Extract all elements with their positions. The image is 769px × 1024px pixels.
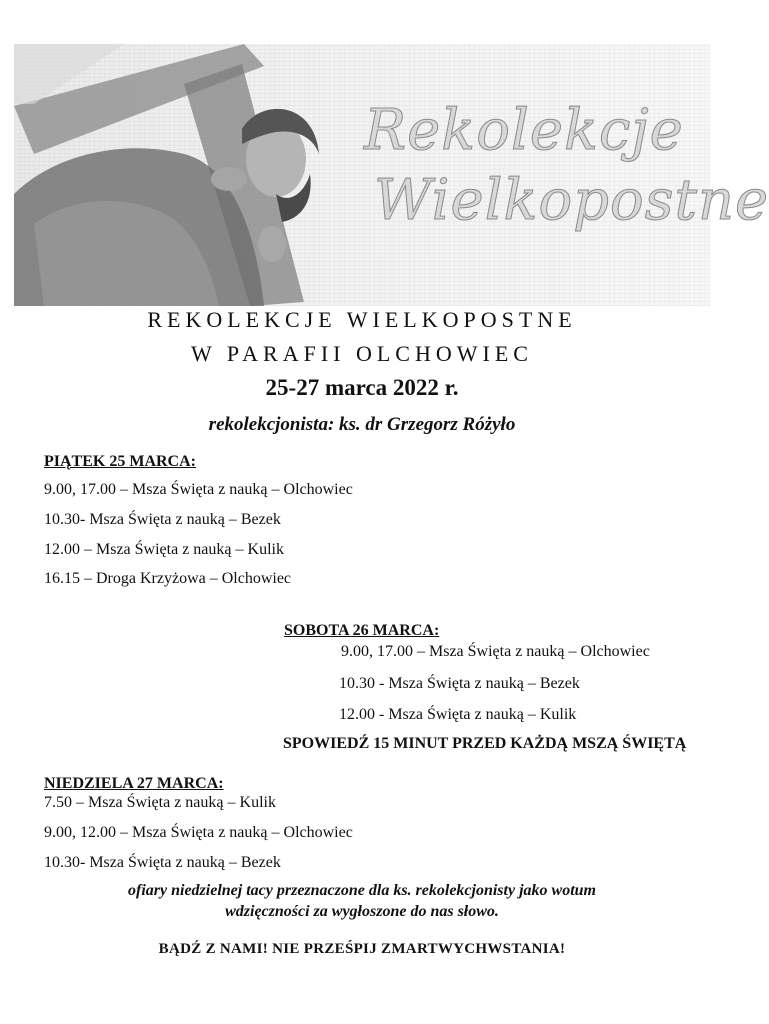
closing-slogan: BĄDŹ Z NAMI! NIE PRZEŚPIJ ZMARTWYCHWSTANIA! (158, 941, 566, 957)
sunday-heading: NIEDZIELA 27 MARCA: (44, 775, 224, 792)
offering-note-line2: wdzięczności za wygłoszone do nas słowo. (225, 903, 499, 920)
saturday-item-1: 9.00, 17.00 – Msza Święta z nauką – Olchowiec (341, 643, 650, 660)
banner-title-line1: Rekolekcje (364, 98, 684, 163)
friday-item-2: 10.30- Msza Święta z nauką – Bezek (44, 511, 281, 528)
saturday-item-3: 12.00 - Msza Święta z nauką – Kulik (339, 706, 577, 723)
main-title-line1: REKOLEKCJE WIELKOPOSTNE (147, 307, 577, 332)
event-dates: 25-27 marca 2022 r. (265, 375, 459, 400)
main-title-line2: W PARAFII OLCHOWIEC (191, 341, 533, 366)
confession-note: SPOWIEDŹ 15 MINUT PRZED KAŻDĄ MSZĄ ŚWIĘTĄ (283, 735, 687, 752)
saturday-heading: SOBOTA 26 MARCA: (284, 622, 440, 639)
sunday-item-3: 10.30- Msza Święta z nauką – Bezek (44, 854, 281, 871)
friday-item-4: 16.15 – Droga Krzyżowa – Olchowiec (44, 570, 292, 587)
preacher-line: rekolekcjonista: ks. dr Grzegorz Różyło (208, 414, 516, 435)
banner-image (14, 44, 769, 306)
friday-heading: PIĄTEK 25 MARCA: (44, 453, 196, 470)
friday-item-3: 12.00 – Msza Święta z nauką – Kulik (44, 541, 284, 558)
friday-item-1: 9.00, 17.00 – Msza Święta z nauką – Olchowiec (44, 481, 353, 498)
banner-title-line2: Wielkopostne (374, 168, 769, 233)
banner-script-title (364, 96, 769, 236)
sunday-item-2: 9.00, 12.00 – Msza Święta z nauką – Olchowiec (44, 824, 353, 841)
sunday-item-1: 7.50 – Msza Święta z nauką – Kulik (44, 794, 276, 811)
offering-note-line1: ofiary niedzielnej tacy przeznaczone dla ks. rekolekcjonisty jako wotum (128, 882, 596, 899)
saturday-item-2: 10.30 - Msza Święta z nauką – Bezek (339, 675, 580, 692)
